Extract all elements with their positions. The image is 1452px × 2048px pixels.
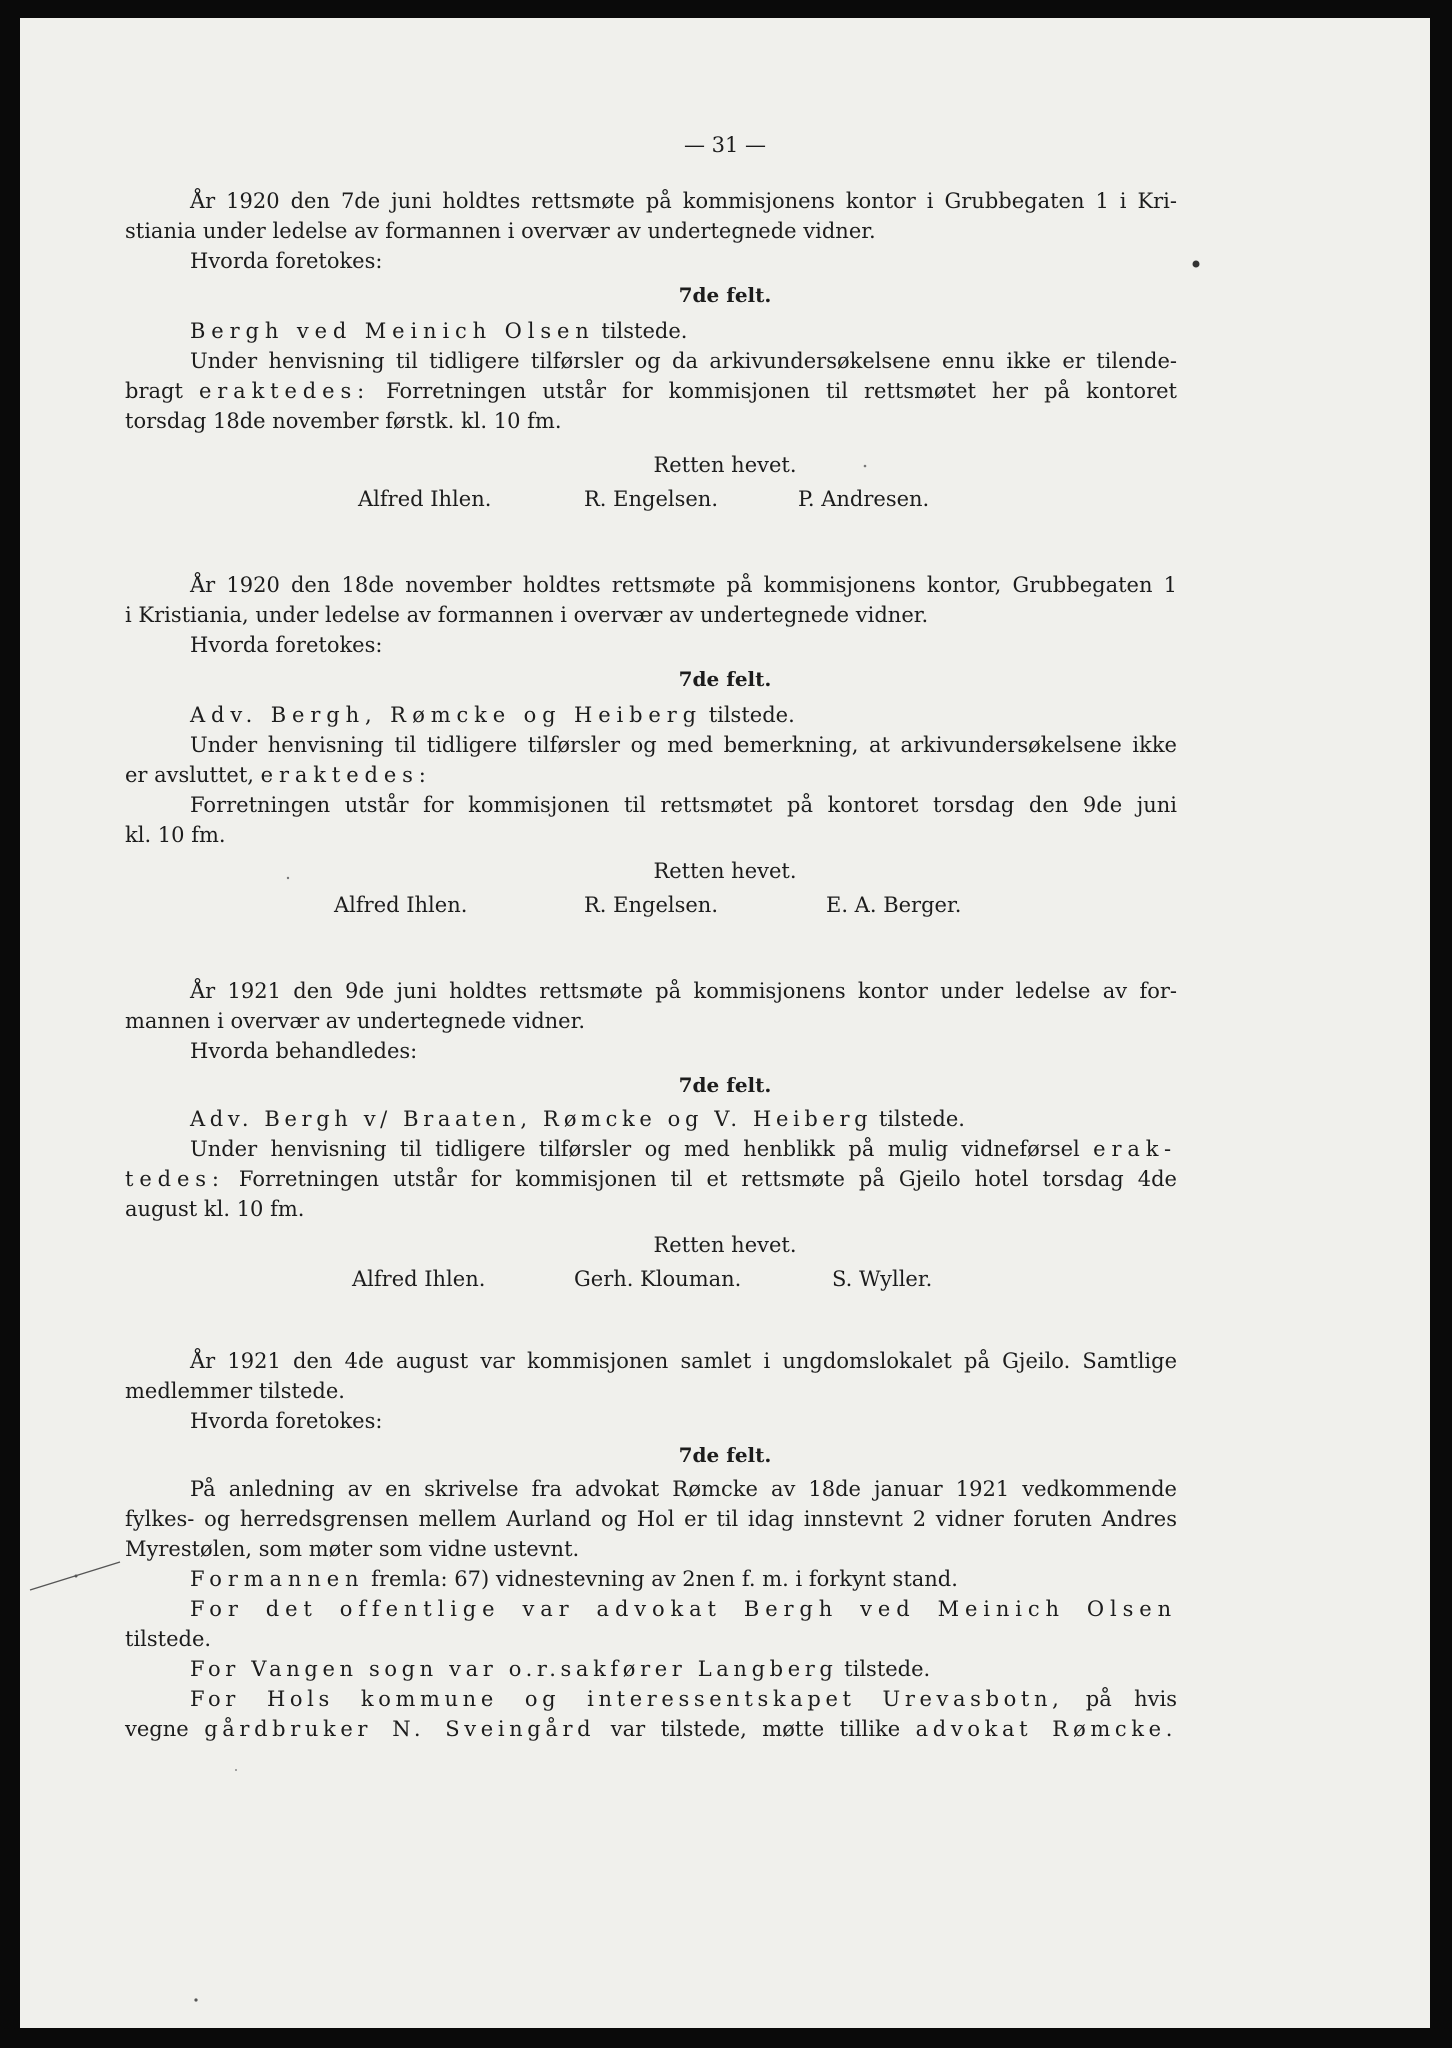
inline-text: tilstede.: [844, 1657, 931, 1681]
section-heading: 7de felt.: [678, 1073, 772, 1097]
speck: [287, 877, 289, 879]
inline-text: fremla: 67) vidnestevning av 2nen f. m. i forkynt stand.: [371, 1567, 958, 1591]
paragraph-line: mannen i overvær av undertegnede vidner.: [125, 1009, 586, 1033]
ink-dot: [1193, 261, 1200, 268]
signature: E. A. Berger.: [826, 893, 962, 917]
signature: Alfred Ihlen.: [358, 487, 492, 511]
inline-text: Forretningen utstår for kommisjonen til et rettsmøte på Gjeilo hotel torsdag 4de: [238, 1167, 1177, 1191]
signature: R. Engelsen.: [584, 487, 719, 511]
spaced-names: For Vangen sogn var o.r.sakfører Langberg: [190, 1657, 838, 1681]
inline-text: tilstede.: [708, 703, 795, 727]
inline-text: Forretningen utstår for kommisjonen til rettsmøtet her på kontoret: [386, 379, 1177, 403]
spaced-names: advokat Rømcke.: [915, 1717, 1177, 1741]
paragraph-line: På anledning av en skrivelse fra advokat Rømcke av 18de januar 1921 vedkommende: [190, 1477, 1177, 1501]
paragraph-line: År 1920 den 18de november holdtes rettsmøte på kommisjonens kontor, Grubbegaten 1: [190, 573, 1177, 597]
paragraph-line: År 1921 den 4de august var kommisjonen samlet i ungdomslokalet på Gjeilo. Samtlige: [190, 1349, 1177, 1373]
paragraph-line: stiania under ledelse av formannen i overvær av undertegnede vidner.: [125, 219, 876, 243]
paragraph-line: Hvorda foretokes:: [190, 633, 383, 657]
speck: [235, 1769, 237, 1771]
paragraph-line: Under henvisning til tidligere tilførsler og da arkivundersøkelsene ennu ikke er tilende-: [190, 349, 1177, 373]
inline-text: bragt: [125, 379, 183, 403]
inline-text: tilstede.: [878, 1107, 965, 1131]
paragraph-line: Hvorda foretokes:: [190, 1409, 383, 1433]
closing-line: Retten hevet.: [653, 859, 797, 883]
inline-text: tilstede.: [601, 319, 688, 343]
paragraph-line: Forretningen utstår for kommisjonen til rettsmøtet på kontoret torsdag den 9de juni: [190, 793, 1177, 817]
paragraph-line: Hvorda behandledes:: [190, 1039, 418, 1063]
spaced-word: eraktedes:: [198, 379, 371, 403]
paragraph-line: august kl. 10 fm.: [125, 1197, 305, 1221]
signature: R. Engelsen.: [584, 893, 719, 917]
paragraph-line: tilstede.: [125, 1627, 212, 1651]
section-heading: 7de felt.: [678, 667, 772, 691]
signature: Alfred Ihlen.: [334, 893, 468, 917]
paragraph-line: torsdag 18de november førstk. kl. 10 fm.: [125, 409, 562, 433]
spaced-names: Bergh ved Meinich Olsen: [190, 319, 595, 343]
inline-text: vegne: [125, 1717, 189, 1741]
paragraph-line: Under henvisning til tidligere tilførsler og med bemerkning, at arkivundersøkelsene ikke: [190, 733, 1177, 757]
page-number: — 31 —: [683, 133, 767, 157]
inline-text: er avsluttet,: [125, 763, 254, 787]
speck: [194, 1998, 197, 2001]
spaced-names: gårdbruker N. Sveingård: [204, 1717, 596, 1741]
signature: Gerh. Klouman.: [574, 1267, 742, 1291]
paragraph-line: i Kristiania, under ledelse av formannen i overvær av undertegnede vidner.: [125, 603, 929, 627]
section-heading: 7de felt.: [678, 1443, 772, 1467]
paragraph-line: År 1920 den 7de juni holdtes rettsmøte på kommisjonens kontor i Grubbegaten 1 i Kri-: [190, 189, 1177, 213]
inline-text: Under henvisning til tidligere tilførsler og med henblikk på mulig vidneførsel: [190, 1137, 1080, 1161]
closing-line: Retten hevet.: [653, 453, 797, 477]
signature: P. Andresen.: [798, 487, 930, 511]
inline-text: var tilstede, møtte tillike: [610, 1717, 901, 1741]
spaced-names: Adv. Bergh, Rømcke og Heiberg: [190, 703, 702, 727]
spaced-names: For Hols kommune og interessentskapet Urevasbotn,: [190, 1687, 1064, 1711]
spaced-word: Formannen: [190, 1567, 365, 1591]
paragraph-line: For det offentlige var advokat Bergh ved Meinich Olsen: [190, 1597, 1177, 1621]
inline-text: på hvis: [1085, 1687, 1177, 1711]
section-heading: 7de felt.: [678, 283, 772, 307]
spaced-word: tedes:: [125, 1167, 225, 1191]
scan-marks: [20, 18, 1430, 2028]
paragraph-line: fylkes- og herredsgrensen mellem Aurland og Hol er til idag innstevnt 2 vidner foruten Andres: [125, 1507, 1177, 1531]
closing-line: Retten hevet.: [653, 1233, 797, 1257]
spaced-word: erak-: [1093, 1137, 1177, 1161]
paragraph-line: Hvorda foretokes:: [190, 249, 383, 273]
paragraph-line: Myrestølen, som møter som vidne ustevnt.: [125, 1537, 580, 1561]
paragraph-line: kl. 10 fm.: [125, 823, 226, 847]
document-page: [20, 18, 1430, 2028]
paragraph-line: medlemmer tilstede.: [125, 1379, 345, 1403]
spaced-names: Adv. Bergh v/ Braaten, Rømcke og V. Heiberg: [190, 1107, 873, 1131]
speck: [864, 465, 867, 468]
signature: Alfred Ihlen.: [352, 1267, 486, 1291]
paragraph-line: År 1921 den 9de juni holdtes rettsmøte på kommisjonens kontor under ledelse av for-: [190, 979, 1177, 1003]
pencil-dot: [75, 1575, 78, 1578]
spaced-word: eraktedes:: [260, 763, 432, 787]
signature: S. Wyller.: [832, 1267, 933, 1291]
